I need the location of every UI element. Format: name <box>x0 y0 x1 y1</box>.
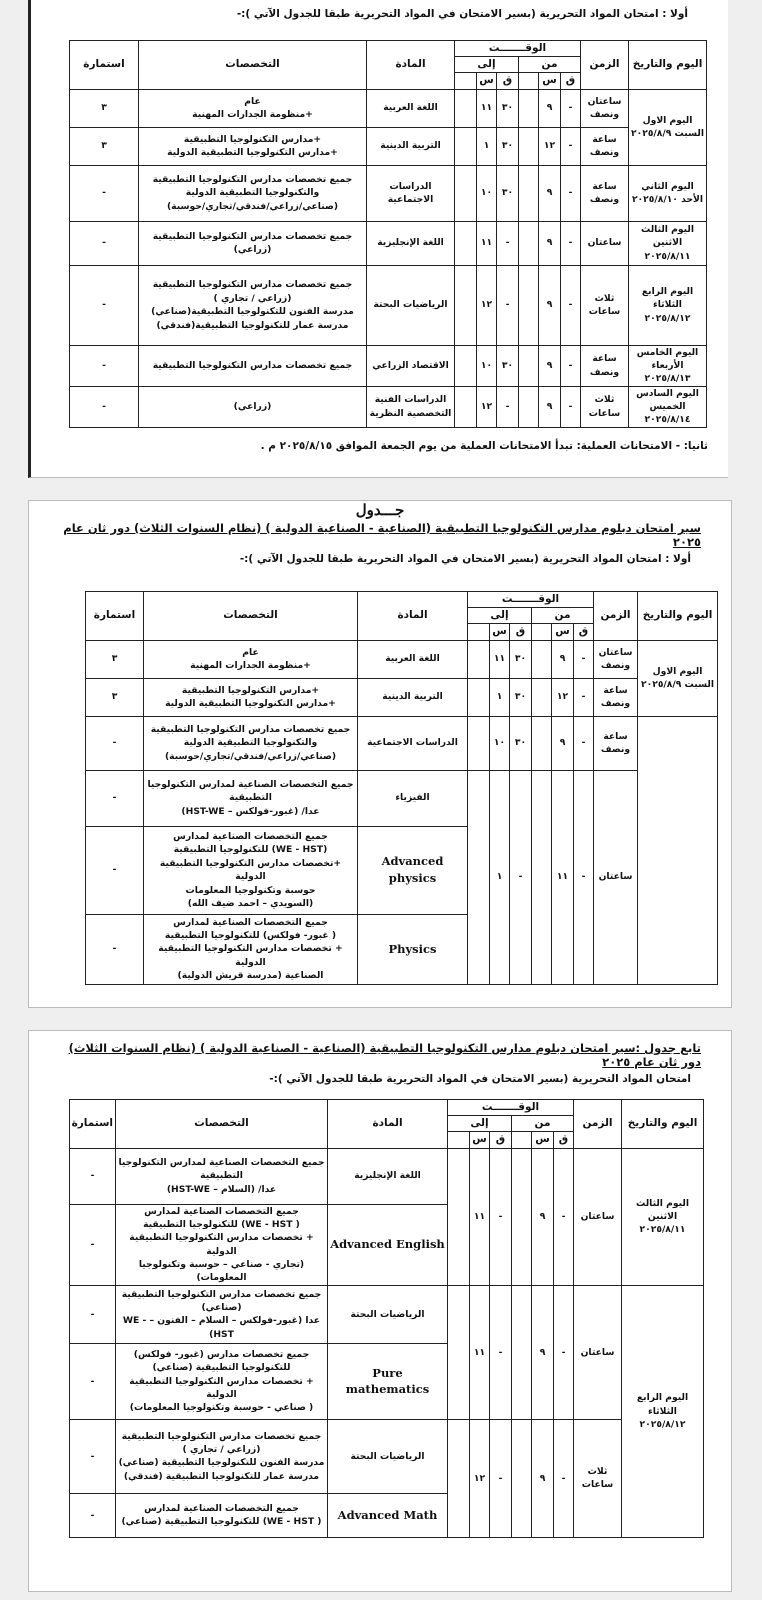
time-from-hours: ٩ <box>552 640 574 678</box>
header-subject: المادة <box>367 41 455 90</box>
time-gap <box>532 770 552 984</box>
time-from-minutes: - <box>561 345 581 386</box>
exam-day-date: اليوم الثاني الأحد ٢٠٢٥/٨/١٠ <box>629 165 707 221</box>
header-specs: التخصصات <box>139 41 367 90</box>
header-unit <box>468 624 490 640</box>
header-unit <box>519 73 539 89</box>
time-from-hours: ٩ <box>539 265 561 345</box>
time-from-minutes: - <box>574 640 594 678</box>
exam-subject: الرياضيات البحتة <box>328 1419 448 1493</box>
time-to-hours: ١١ <box>477 221 497 265</box>
header-unit: ق <box>561 73 581 89</box>
time-gap <box>468 770 490 984</box>
time-from-minutes: - <box>574 770 594 984</box>
table-row <box>86 716 718 770</box>
time-gap <box>519 265 539 345</box>
table-row <box>70 221 707 265</box>
time-from-minutes: - <box>554 1419 574 1537</box>
table-row <box>70 165 707 221</box>
exam-form-count: - <box>70 1204 116 1285</box>
exam-subject: الاقتصاد الزراعي <box>367 345 455 386</box>
time-gap <box>532 640 552 678</box>
exam-specializations: جميع تخصصات مدارس التكنولوجيا التطبيقية (صناعي) عدا (غبور-فولكس – السلام – الفنون – WE -HST) <box>116 1285 328 1343</box>
header-duration: الزمن <box>594 592 638 641</box>
exam-table-3 <box>69 1099 704 1538</box>
time-from-hours: ٩ <box>532 1419 554 1537</box>
time-from-hours: ٩ <box>539 345 561 386</box>
time-gap <box>512 1419 532 1537</box>
time-gap <box>532 716 552 770</box>
header-unit: س <box>477 73 497 89</box>
exam-duration: ثلاث ساعات <box>581 386 629 427</box>
time-to-minutes: - <box>497 265 519 345</box>
table-row <box>70 1148 704 1204</box>
time-to-hours: ١٢ <box>477 386 497 427</box>
exam-specializations: جميع تخصصات مدارس التكنولوجيا التطبيقية والتكنولوجيا التطبيقية الدولية (صناعي/زراعي/فندقي/تجاري/حوسبة) <box>144 716 358 770</box>
header-day: اليوم والتاريخ <box>629 41 707 90</box>
time-gap <box>455 265 477 345</box>
exam-form-count: - <box>86 716 144 770</box>
exam-form-count: ٣ <box>70 89 139 127</box>
time-to-minutes: - <box>490 1285 512 1419</box>
header-duration: الزمن <box>574 1100 622 1149</box>
header-specs: التخصصات <box>144 592 358 641</box>
time-from-hours: ٩ <box>539 221 561 265</box>
exam-specializations: جميع تخصصات مدارس (غبور- فولكس) للتكنولوجيا التطبيقية (صناعي) + تخصصات مدارس التكنولوجيا التطبيقية الدولية ( صناعي - حوسبة وتكنولوجيا المعلومات) <box>116 1343 328 1419</box>
time-from-hours: ٩ <box>539 386 561 427</box>
header-specs: التخصصات <box>116 1100 328 1149</box>
exam-duration: ساعتان <box>581 221 629 265</box>
exam-subject: Advanced Math <box>328 1493 448 1537</box>
time-gap <box>448 1285 470 1419</box>
header-day: اليوم والتاريخ <box>622 1100 704 1149</box>
time-to-minutes: ٣٠ <box>510 678 532 716</box>
table-row <box>86 770 718 826</box>
table-row <box>70 1419 704 1493</box>
header-time: الوقـــــــت <box>448 1100 574 1116</box>
exam-form-count: - <box>70 345 139 386</box>
header-from: من <box>519 57 581 73</box>
exam-table-1 <box>69 40 707 428</box>
header-unit: ق <box>510 624 532 640</box>
time-to-minutes: ٣٠ <box>510 716 532 770</box>
time-to-minutes: - <box>510 770 532 984</box>
exam-form-count: - <box>70 1343 116 1419</box>
exam-specializations: عام +منظومة الجدارات المهنية <box>144 640 358 678</box>
exam-subject: اللغة الإنجليزية <box>367 221 455 265</box>
exam-specializations: جميع تخصصات مدارس التكنولوجيا التطبيقية والتكنولوجيا التطبيقية الدولية (صناعي/زراعي/فندقي/تجاري/حوسبة) <box>139 165 367 221</box>
header-subject: المادة <box>328 1100 448 1149</box>
exam-duration: ثلاث ساعات <box>574 1419 622 1537</box>
exam-day-date: اليوم الثالث الاثنين ٢٠٢٥/٨/١١ <box>629 221 707 265</box>
exam-duration: ساعة ونصف <box>581 345 629 386</box>
time-to-minutes: ٣٠ <box>497 127 519 165</box>
exam-form-count: - <box>86 826 144 914</box>
exam-subject: التربية الدينية <box>358 678 468 716</box>
time-from-minutes: - <box>554 1285 574 1419</box>
exam-specializations: جميع التخصصات الصناعية لمدارس ( غبور- فولكس) للتكنولوجيا التطبيقية + تخصصات مدارس التكنولوجيا التطبيقية الدولية الصناعية (مدرسة قريش الدولية) <box>144 914 358 984</box>
time-from-hours: ٩ <box>539 165 561 221</box>
exam-day-date: اليوم الخامس الأربعاء ٢٠٢٥/٨/١٣ <box>629 345 707 386</box>
exam-duration: ساعتان ونصف <box>581 89 629 127</box>
header-unit: ق <box>497 73 519 89</box>
time-to-hours: ١٠ <box>490 716 510 770</box>
exam-form-count: - <box>70 1493 116 1537</box>
time-to-minutes: ٣٠ <box>497 345 519 386</box>
time-gap <box>519 89 539 127</box>
time-from-hours: ١٢ <box>552 678 574 716</box>
exam-form-count: - <box>86 914 144 984</box>
exam-form-count: - <box>70 386 139 427</box>
header-unit <box>448 1132 470 1148</box>
time-gap <box>448 1419 470 1537</box>
exam-specializations: (زراعي) <box>139 386 367 427</box>
exam-specializations: جميع تخصصات مدارس التكنولوجيا التطبيقية (زراعي) <box>139 221 367 265</box>
time-from-minutes: - <box>561 165 581 221</box>
time-to-hours: ١١ <box>490 640 510 678</box>
page2-intro: أولا : امتحان المواد التحريرية (بسير الامتحان في المواد التحريرية طبقا للجدول الآتي ):- <box>239 553 691 565</box>
exam-specializations: عام +منظومة الجدارات المهنية <box>139 89 367 127</box>
time-to-hours: ١ <box>490 770 510 984</box>
exam-subject: الدراسات الفنية التخصصية النظرية <box>367 386 455 427</box>
exam-duration: ساعتان <box>574 1148 622 1285</box>
time-to-hours: ١١ <box>470 1148 490 1285</box>
header-unit: س <box>552 624 574 640</box>
time-to-minutes: ٣٠ <box>497 165 519 221</box>
exam-subject: الرياضيات البحتة <box>328 1285 448 1343</box>
header-unit: س <box>490 624 510 640</box>
exam-day-date: اليوم الثالث الاثنين ٢٠٢٥/٨/١١ <box>622 1148 704 1285</box>
time-from-hours: ١٢ <box>539 127 561 165</box>
header-unit <box>455 73 477 89</box>
time-gap <box>512 1285 532 1419</box>
exam-specializations: جميع التخصصات الصناعية لمدارس (WE - HST) للتكنولوجيا التطبيقية +تخصصات مدارس التكنولوجيا التطبيقية الدولية حوسبة وتكنولوجيا المعلومات (السويدي – احمد ضيف الله) <box>144 826 358 914</box>
table-row <box>70 1285 704 1343</box>
header-form: استمارة <box>86 592 144 641</box>
time-to-hours: ١١ <box>470 1285 490 1419</box>
exam-day-date: اليوم الاول السبت ٢٠٢٥/٨/٩ <box>638 640 718 716</box>
exam-form-count: - <box>70 1148 116 1204</box>
header-form: استمارة <box>70 41 139 90</box>
time-from-hours: ٩ <box>532 1148 554 1285</box>
time-gap <box>455 221 477 265</box>
time-gap <box>455 345 477 386</box>
time-from-minutes: - <box>561 127 581 165</box>
exam-subject: Advanced English <box>328 1204 448 1285</box>
document-page-1 <box>28 0 728 478</box>
exam-day-date: اليوم الرابع الثلاثاء ٢٠٢٥/٨/١٢ <box>629 265 707 345</box>
header-unit: س <box>532 1132 554 1148</box>
exam-duration: ساعة ونصف <box>581 127 629 165</box>
table-row <box>70 127 707 165</box>
exam-subject: الفيزياء <box>358 770 468 826</box>
exam-duration: ساعتان ونصف <box>594 640 638 678</box>
time-to-hours: ١١ <box>477 89 497 127</box>
header-unit: س <box>470 1132 490 1148</box>
exam-duration: ثلاث ساعات <box>581 265 629 345</box>
time-to-minutes: - <box>490 1148 512 1285</box>
header-unit: ق <box>490 1132 512 1148</box>
time-to-hours: ١ <box>490 678 510 716</box>
time-gap <box>455 127 477 165</box>
exam-day-date: اليوم الرابع الثلاثاء ٢٠٢٥/٨/١٢ <box>622 1285 704 1537</box>
page2-title: جـــدول <box>355 501 405 519</box>
time-from-minutes: - <box>561 386 581 427</box>
document-page-3 <box>28 1030 732 1592</box>
time-to-hours: ١٠ <box>477 345 497 386</box>
time-gap <box>532 678 552 716</box>
exam-duration: ساعة ونصف <box>581 165 629 221</box>
exam-subject: الرياضيات البحتة <box>367 265 455 345</box>
header-day: اليوم والتاريخ <box>638 592 718 641</box>
header-from: من <box>512 1116 574 1132</box>
exam-form-count: ٣ <box>70 127 139 165</box>
time-to-minutes: - <box>490 1419 512 1537</box>
exam-form-count: - <box>86 770 144 826</box>
time-from-minutes: - <box>554 1148 574 1285</box>
time-to-hours: ١٢ <box>477 265 497 345</box>
header-subject: المادة <box>358 592 468 641</box>
time-gap <box>448 1148 470 1285</box>
header-unit: ق <box>574 624 594 640</box>
exam-duration: ساعتان <box>574 1285 622 1419</box>
header-time: الوقـــــــت <box>468 592 594 608</box>
header-unit: ق <box>554 1132 574 1148</box>
time-to-minutes: ٣٠ <box>510 640 532 678</box>
table-row <box>86 678 718 716</box>
page1-intro: أولا : امتحان المواد التحريرية (بسير الامتحان في المواد التحريرية طبقا للجدول الآتي ):- <box>236 8 688 20</box>
header-duration: الزمن <box>581 41 629 90</box>
time-to-minutes: - <box>497 386 519 427</box>
exam-specializations: جميع تخصصات مدارس التكنولوجيا التطبيقية <box>139 345 367 386</box>
table-row <box>86 640 718 678</box>
time-gap <box>455 165 477 221</box>
header-unit: س <box>539 73 561 89</box>
exam-form-count: ٣ <box>86 640 144 678</box>
exam-subject: اللغة العربية <box>358 640 468 678</box>
time-from-hours: ٩ <box>532 1285 554 1419</box>
page3-subtitle: تابع جدول :سير امتحان دبلوم مدارس التكنولوجيا التطبيقية (الصناعية - الصناعية الدولية ) (نظام السنوات الثلاث) دور ثان عام ٢٠٢٥ <box>68 1041 701 1069</box>
header-to: إلى <box>448 1116 512 1132</box>
time-gap <box>455 386 477 427</box>
exam-day-date <box>638 716 718 984</box>
exam-duration: ساعتان <box>594 770 638 984</box>
exam-form-count: - <box>70 1285 116 1343</box>
page3-intro: امتحان المواد التحريرية (بسير الامتحان في المواد التحريرية طبقا للجدول الآتي ):- <box>269 1073 691 1085</box>
exam-duration: ساعة ونصف <box>594 716 638 770</box>
exam-subject: اللغة الإنجليزية <box>328 1148 448 1204</box>
exam-subject: الدراسات الاجتماعية <box>358 716 468 770</box>
exam-subject: Physics <box>358 914 468 984</box>
time-to-hours: ١٠ <box>477 165 497 221</box>
header-to: إلى <box>455 57 519 73</box>
table-row <box>70 345 707 386</box>
exam-specializations: +مدارس التكنولوجيا التطبيقية +مدارس التكنولوجيا التطبيقية الدولية <box>139 127 367 165</box>
time-to-hours: ١٢ <box>470 1419 490 1537</box>
exam-form-count: - <box>70 221 139 265</box>
exam-specializations: جميع التخصصات الصناعية لمدارس ( WE - HST) للتكنولوجيا التطبيقية (صناعي) <box>116 1493 328 1537</box>
page1-footer: ثانيا: - الامتحانات العملية: تبدأ الامتحانات العملية من يوم الجمعة الموافق ٢٠٢٥/٨/١٥ م . <box>260 440 708 452</box>
table-row <box>70 386 707 427</box>
exam-specializations: جميع تخصصات مدارس التكنولوجيا التطبيقية (زراعي / تجاري ) مدرسة الفنون للتكنولوجيا التطبيقية (صناعي) مدرسة عمار للتكنولوجيا التطبيقية (فندقي) <box>116 1419 328 1493</box>
time-gap <box>519 345 539 386</box>
exam-specializations: +مدارس التكنولوجيا التطبيقية +مدارس التكنولوجيا التطبيقية الدولية <box>144 678 358 716</box>
time-gap <box>468 640 490 678</box>
time-from-hours: ٩ <box>552 716 574 770</box>
exam-subject: Advanced physics <box>358 826 468 914</box>
time-gap <box>512 1148 532 1285</box>
time-from-minutes: - <box>574 678 594 716</box>
time-from-minutes: - <box>561 89 581 127</box>
exam-form-count: ٣ <box>86 678 144 716</box>
exam-specializations: جميع التخصصات الصناعية لمدارس التكنولوجيا التطبيقية عدا/ (غبور-فولكس – HST-WE) <box>144 770 358 826</box>
exam-day-date: اليوم الاول السبت ٢٠٢٥/٨/٩ <box>629 89 707 165</box>
exam-subject: الدراسات الاجتماعية <box>367 165 455 221</box>
exam-specializations: جميع تخصصات مدارس التكنولوجيا التطبيقية (زراعي / تجاري ) مدرسة الفنون للتكنولوجيا التطبيقية(صناعي) مدرسة عمار للتكنولوجيا التطبيقية(فندقي) <box>139 265 367 345</box>
document-page-2 <box>28 500 732 1008</box>
page2-subtitle: سير امتحان دبلوم مدارس التكنولوجيا التطبيقية (الصناعية - الصناعية الدولية ) (نظام السنوات الثلاث) دور ثان عام ٢٠٢٥ <box>63 521 701 549</box>
exam-specializations: جميع التخصصات الصناعية لمدارس ( WE - HST) للتكنولوجيا التطبيقية + تخصصات مدارس التكنولوجيا التطبيقية الدولية (تجاري - صناعي – حوسبة وتكنولوجيا المعلومات) <box>116 1204 328 1285</box>
exam-day-date: اليوم السادس الخميس ٢٠٢٥/٨/١٤ <box>629 386 707 427</box>
header-to: إلى <box>468 608 532 624</box>
exam-form-count: - <box>70 165 139 221</box>
exam-subject: التربية الدينية <box>367 127 455 165</box>
time-gap <box>519 165 539 221</box>
time-to-hours: ١ <box>477 127 497 165</box>
time-from-hours: ١١ <box>552 770 574 984</box>
header-time: الوقـــــــت <box>455 41 581 57</box>
exam-form-count: - <box>70 1419 116 1493</box>
time-to-minutes: - <box>497 221 519 265</box>
exam-specializations: جميع التخصصات الصناعية لمدارس التكنولوجيا التطبيقية عدا/ (السلام – HST-WE) <box>116 1148 328 1204</box>
table-row <box>70 89 707 127</box>
table-row <box>70 265 707 345</box>
time-gap <box>468 716 490 770</box>
header-unit <box>512 1132 532 1148</box>
header-form: استمارة <box>70 1100 116 1149</box>
exam-duration: ساعة ونصف <box>594 678 638 716</box>
time-gap <box>519 386 539 427</box>
exam-form-count: - <box>70 265 139 345</box>
header-unit <box>532 624 552 640</box>
exam-table-2 <box>85 591 718 985</box>
header-from: من <box>532 608 594 624</box>
time-gap <box>519 127 539 165</box>
time-gap <box>519 221 539 265</box>
time-from-minutes: - <box>574 716 594 770</box>
time-from-minutes: - <box>561 221 581 265</box>
exam-subject: Pure mathematics <box>328 1343 448 1419</box>
time-gap <box>468 678 490 716</box>
time-from-minutes: - <box>561 265 581 345</box>
exam-subject: اللغة العربية <box>367 89 455 127</box>
time-to-minutes: ٣٠ <box>497 89 519 127</box>
time-from-hours: ٩ <box>539 89 561 127</box>
time-gap <box>455 89 477 127</box>
